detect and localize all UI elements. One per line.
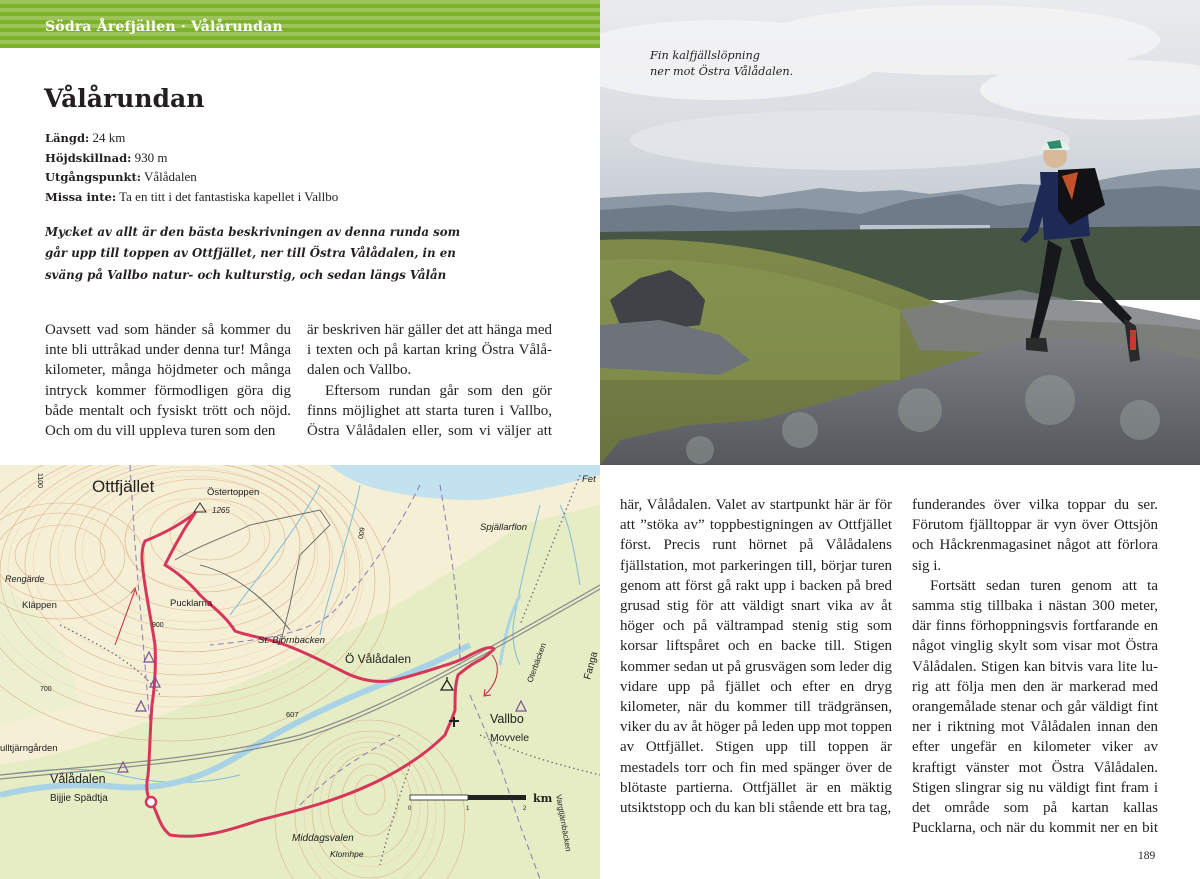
map-label-klomhpe: Klomhpe xyxy=(330,849,364,859)
map-label-pucklarna: Pucklarna xyxy=(170,598,213,609)
photo-caption xyxy=(650,48,793,80)
map-label-oterbacken: Oterbäcken xyxy=(525,641,549,684)
fact-label: Höjdskillnad: xyxy=(45,150,132,165)
contour-label-900: 900 xyxy=(152,622,164,629)
page-number: 189 xyxy=(1138,850,1156,862)
route-title: Vålårundan xyxy=(44,84,205,113)
map-label-vallbo: Vallbo xyxy=(490,712,524,726)
map-label-klappen: Kläppen xyxy=(22,600,57,611)
fact-label: Utgångspunkt: xyxy=(45,170,141,184)
paragraph: Fortsätt sedan turen genom att ta samma stig tillbaka i nästan 300 meter, där finns förhoppningsvis fortfarande en något vinglig skylt som visar mot Östra Vålådalen. Stigen kan bitvis vara lite lurig att följa men den är markerad med orangemålade stenar och går väldigt fint ner i riktning mot Vålådalen innan den efter ungefär en kilometer viker av kraftigt vänster mot Östra Vålådalen. Stigen slingrar sig nu väldigt fint fram i det område som på kartan kallas Pucklarna, och när du kommit ner en bit xyxy=(912,577,1158,837)
paragraph: här, Vålådalen. Valet av startpunkt här är för att ”stöka av” toppbestigningen av Ottfjället först. Precis runt hörnet på Vålådalens fjällstation, mot parkeringen till, börjar turen genom att först gå rakt upp i backen på bred grusad stig för att väldigt snart vika av åt höger och på vältrampad stenig stig som korsar liftspåret och en backe till. Stigen kommer sedan ut på grusvägen som leder dig vidare upp på fjället och efter en dryg kilometer, när du kommer till trädgränsen, viker du av åt höger på leden upp mot toppen av Ottfjället. Stigen upp till toppen är mestadels torr och fin med spänger över de blötaste partierna. Ottfjället är en mäktig utsiktstopp och du kan bli stående ett bra tag, xyxy=(620,497,892,817)
body-column-2 xyxy=(307,320,552,442)
fact-value: Ta en titt i det fantastiska kapellet i Vallbo xyxy=(119,188,339,204)
route-map xyxy=(0,465,600,879)
runner-shoe-back xyxy=(1026,338,1048,352)
body-column-1 xyxy=(45,320,291,442)
fact-dont-miss xyxy=(45,187,545,207)
fact-length xyxy=(45,128,545,148)
map-label-hulltjarngarden: ulltjärngården xyxy=(0,743,58,754)
start-marker xyxy=(146,797,156,807)
fact-label: Missa inte: xyxy=(45,189,117,204)
paragraph: Eftersom rundan går som den gör finns möjlighet att starta turen i Vallbo, Östra Vålådalen eller, som vi väljer att xyxy=(307,382,552,440)
contour-label-700: 700 xyxy=(40,686,52,693)
caption-line-2: ner mot Östra Vålådalen. xyxy=(650,65,794,78)
map-label-ottfjallet: Ottfjället xyxy=(92,477,155,496)
paragraph: funderandes över vilka toppar du ser. Förutom fjälltoppar är vyn över Ottsjön och Håckrenmagasinet något att förlora sig i. xyxy=(912,497,1158,574)
fact-value: 930 m xyxy=(134,149,168,165)
contour-label-607: 607 xyxy=(286,710,299,719)
map-label-movvele: Movvele xyxy=(490,732,530,744)
map-label-rengarde: Rengärde xyxy=(5,574,45,584)
fact-start xyxy=(45,167,545,187)
scale-tick-1: 1 xyxy=(466,806,470,812)
fact-label: Längd: xyxy=(45,131,90,145)
map-label-fanga: Fanga xyxy=(582,650,600,681)
scale-tick-2: 2 xyxy=(523,806,527,812)
map-label-ostertoppen: Östertoppen xyxy=(207,487,260,498)
scale-tick-0: 0 xyxy=(408,806,412,812)
topographic-map xyxy=(0,465,600,879)
contour-label-600: 600 xyxy=(356,526,365,540)
paragraph: Oavsett vad som händer så kommer du inte bli uttråkad under denna tur! Många kilometer, många höjdmeter och många intryck kommer förmodligen göra dig både mentalt och fysiskt trött och nöjd. Och om du vill uppleva turen som den xyxy=(45,322,291,440)
map-label-valadalen: Vålådalen xyxy=(50,772,106,786)
route-facts xyxy=(45,128,545,206)
map-label-vargtjarnbacken: Vargtjärnbäcken xyxy=(554,793,573,853)
route-intro: Mycket av allt är den bästa beskrivningen av denna runda som går upp till toppen av Ottfjället, ner till Östra Vålådalen, in en sväng på Vallbo natur- och kulturstig, och sedan längs Vålån xyxy=(45,225,461,282)
body-column-4 xyxy=(912,495,1158,840)
body-column-3 xyxy=(620,495,892,840)
section-title: Södra Årefjällen · Vålårundan xyxy=(45,19,283,35)
contour-label-1100: 1100 xyxy=(36,473,43,489)
map-label-fet: Fet xyxy=(582,474,596,485)
map-label-middagsvalen: Middagsvalen xyxy=(292,833,354,844)
fact-value: 24 km xyxy=(92,130,126,145)
map-label-elevation-1265: 1265 xyxy=(212,506,230,515)
caption-line-1: Fin kalfjällslöpning xyxy=(650,49,760,62)
paragraph: är beskriven här gäller det att hänga med i texten och på kartan kring Östra Vålådalen och Vallbo. xyxy=(307,322,552,379)
map-label-o-valadalen: Ö Vålådalen xyxy=(345,652,412,666)
fact-value: Vålådalen xyxy=(144,169,197,184)
scale-unit: km xyxy=(533,792,553,805)
map-label-st-bjornbacken: St. Björnbacken xyxy=(258,635,326,646)
map-label-spjallarflon: Spjällarflon xyxy=(480,522,527,533)
map-label-bijjie-spadtja: Bijjie Spädtja xyxy=(50,793,108,804)
fact-elevation xyxy=(45,148,545,168)
